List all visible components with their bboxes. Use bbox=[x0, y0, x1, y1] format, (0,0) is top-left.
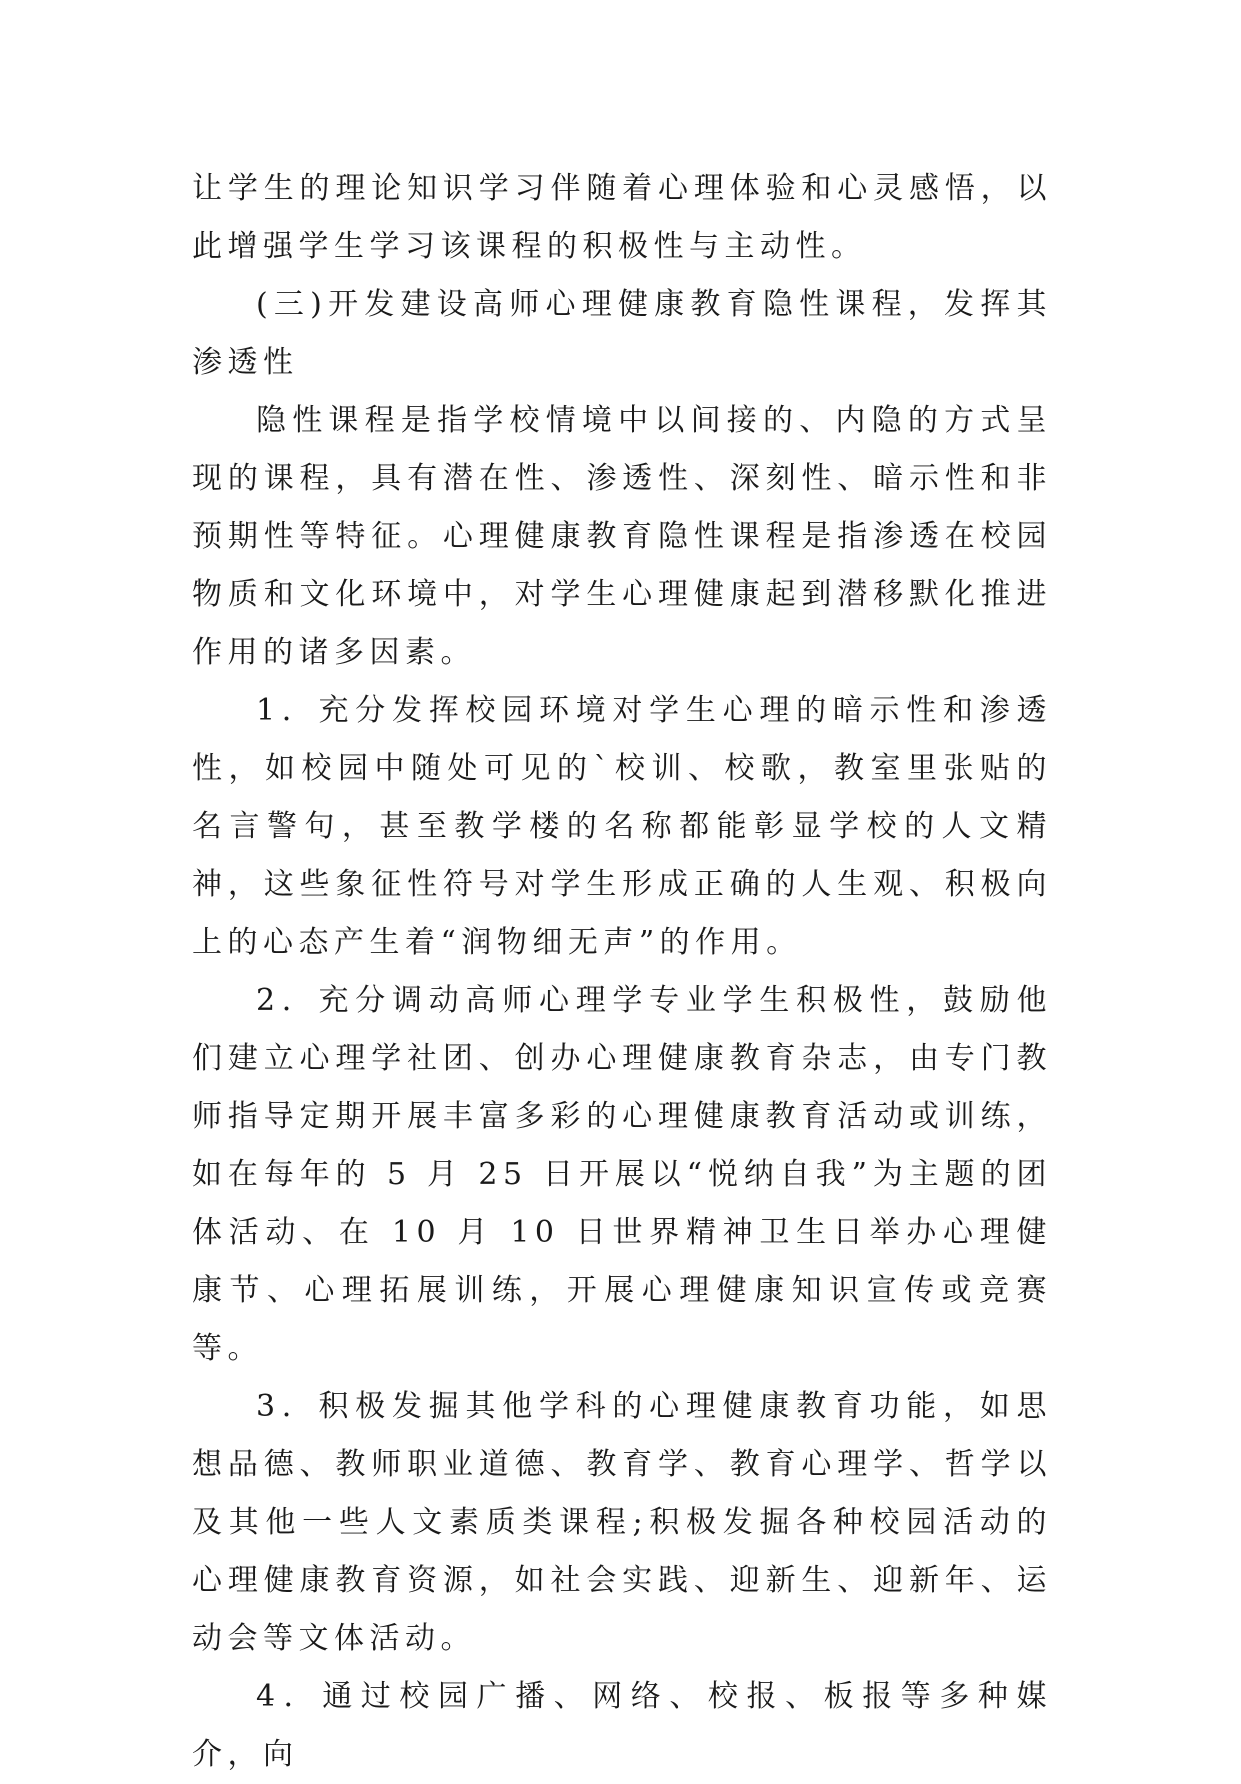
paragraph-continuation: 让学生的理论知识学习伴随着心理体验和心灵感悟，以此增强学生学习该课程的积极性与主动性。 bbox=[192, 171, 1052, 264]
paragraph-item-4: 4．通过校园广播、网络、校报、板报等多种媒介，向 bbox=[192, 1679, 1052, 1772]
paragraph-item-1: 1．充分发挥校园环境对学生心理的暗示性和渗透性，如校园中随处可见的`校训、校歌，教室里张贴的名言警句，甚至教学楼的名称都能彰显学校的人文精神，这些象征性符号对学生形成正确的人生观、积极向上的心态产生着“润物细无声”的作用。 bbox=[192, 693, 1052, 960]
document-page bbox=[192, 160, 1052, 1784]
section-heading: (三)开发建设高师心理健康教育隐性课程，发挥其渗透性 bbox=[192, 287, 1052, 380]
paragraph-hidden-curriculum-definition: 隐性课程是指学校情境中以间接的、内隐的方式呈现的课程，具有潜在性、渗透性、深刻性、暗示性和非预期性等特征。心理健康教育隐性课程是指渗透在校园物质和文化环境中，对学生心理健康起到潜移默化推进作用的诸多因素。 bbox=[192, 403, 1052, 670]
paragraph-item-3: 3．积极发掘其他学科的心理健康教育功能，如思想品德、教师职业道德、教育学、教育心理学、哲学以及其他一些人文素质类课程;积极发掘各种校园活动的心理健康教育资源，如社会实践、迎新生、迎新年、运动会等文体活动。 bbox=[192, 1389, 1052, 1656]
paragraph-item-2: 2．充分调动高师心理学专业学生积极性，鼓励他们建立心理学社团、创办心理健康教育杂志，由专门教师指导定期开展丰富多彩的心理健康教育活动或训练，如在每年的 5 月 25 日开展以“悦纳自我”为主题的团体活动、在 10 月 10 日世界精神卫生日举办心理健康节、心理拓展训练，开展心理健康知识宣传或竞赛等。 bbox=[192, 983, 1052, 1366]
